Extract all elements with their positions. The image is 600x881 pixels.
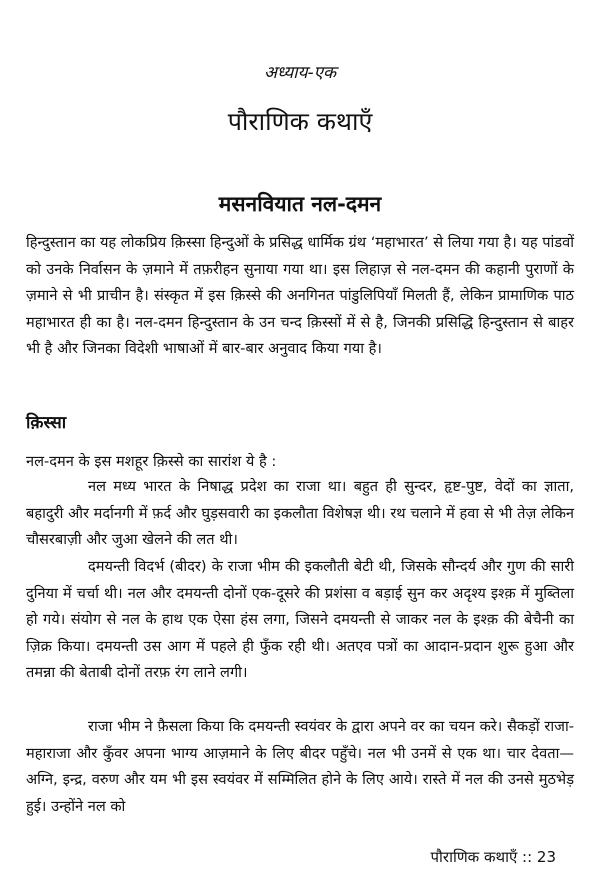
intro-paragraph: हिन्दुस्तान का यह लोकप्रिय क़िस्सा हिन्दुओं के प्रसिद्ध धार्मिक ग्रंथ ‘महाभारत’ से लिया गया है। यह पांडवों को उनके निर्वासन के ज़माने में तफ़रीहन सुनाया गया था। इस लिहाज़ से नल-दमन की कहानी पुराणों के ज़माने से भी प्राचीन है। संस्कृत में इस क़िस्से की अनगिनत पांडुलिपियाँ मिलती हैं, लेकिन प्रामाणिक पाठ महाभारत ही का है। नल-दमन हिन्दुस्तान के उन चन्द क़िस्सों में से है, जिनकी प्रसिद्धि हिन्दुस्तान से बाहर भी है और जिनका विदेशी भाषाओं में बार-बार अनुवाद किया गया है। xyxy=(26,234,574,357)
summary-line: नल-दमन के इस मशहूर क़िस्से का सारांश ये है : xyxy=(26,453,277,470)
story-heading: क़िस्सा xyxy=(26,413,67,433)
story-paragraph: नल मध्य भारत के निषाद्ध प्रदेश का राजा था। बहुत ही सुन्दर, हृष्ट-पुष्ट, वेदों का ज्ञाता, बहादुरी और मर्दानगी में फ़र्द और घुड़सवारी का इकलौता विशेषज्ञ थी। रथ चलाने में हवा से भी तेज़ लेकिन चौसरबाज़ी और जुआ खेलने की लत थी। xyxy=(26,478,574,548)
chapter-label: अध्याय-एक xyxy=(263,63,337,83)
page-footer: पौराणिक कथाएँ :: 23 xyxy=(430,848,556,866)
chapter-title: पौराणिक कथाएँ xyxy=(227,107,373,136)
section-heading: मसनवियात नल-दमन xyxy=(218,192,382,216)
story-paragraph: दमयन्ती विदर्भ (बीदर) के राजा भीम की इकलौती बेटी थी, जिसके सौन्दर्य और गुण की सारी दुनिया में चर्चा थी। नल और दमयन्ती दोनों एक-दूसरे की प्रशंसा व बड़ाई सुन कर अदृश्य इश्क़ में मुब्तिला हो गये। संयोग से नल के हाथ एक ऐसा हंस लगा, जिसने दमयन्ती से जाकर नल के इश्क़ की बेचैनी का ज़िक्र किया। दमयन्ती उस आग में पहले ही फुँक रही थी। अतएव पत्रों का आदान-प्रदान शुरू हुआ और तमन्ना की बेताबी दोनों तरफ़ रंग लाने लगी। xyxy=(26,558,574,681)
story-paragraph: राजा भीम ने फ़ैसला किया कि दमयन्ती स्वयंवर के द्वारा अपने वर का चयन करे। सैकड़ों राजा-महाराजा और कुँवर अपना भाग्य आज़माने के लिए बीदर पहुँचे। नल भी उनमें से एक था। चार देवता—अग्नि, इन्द्र, वरुण और यम भी इस स्वयंवर में सम्मिलित होने के लिए आये। रास्ते में नल की उनसे मुठभेड़ हुई। उन्होंने नल को xyxy=(26,718,574,815)
